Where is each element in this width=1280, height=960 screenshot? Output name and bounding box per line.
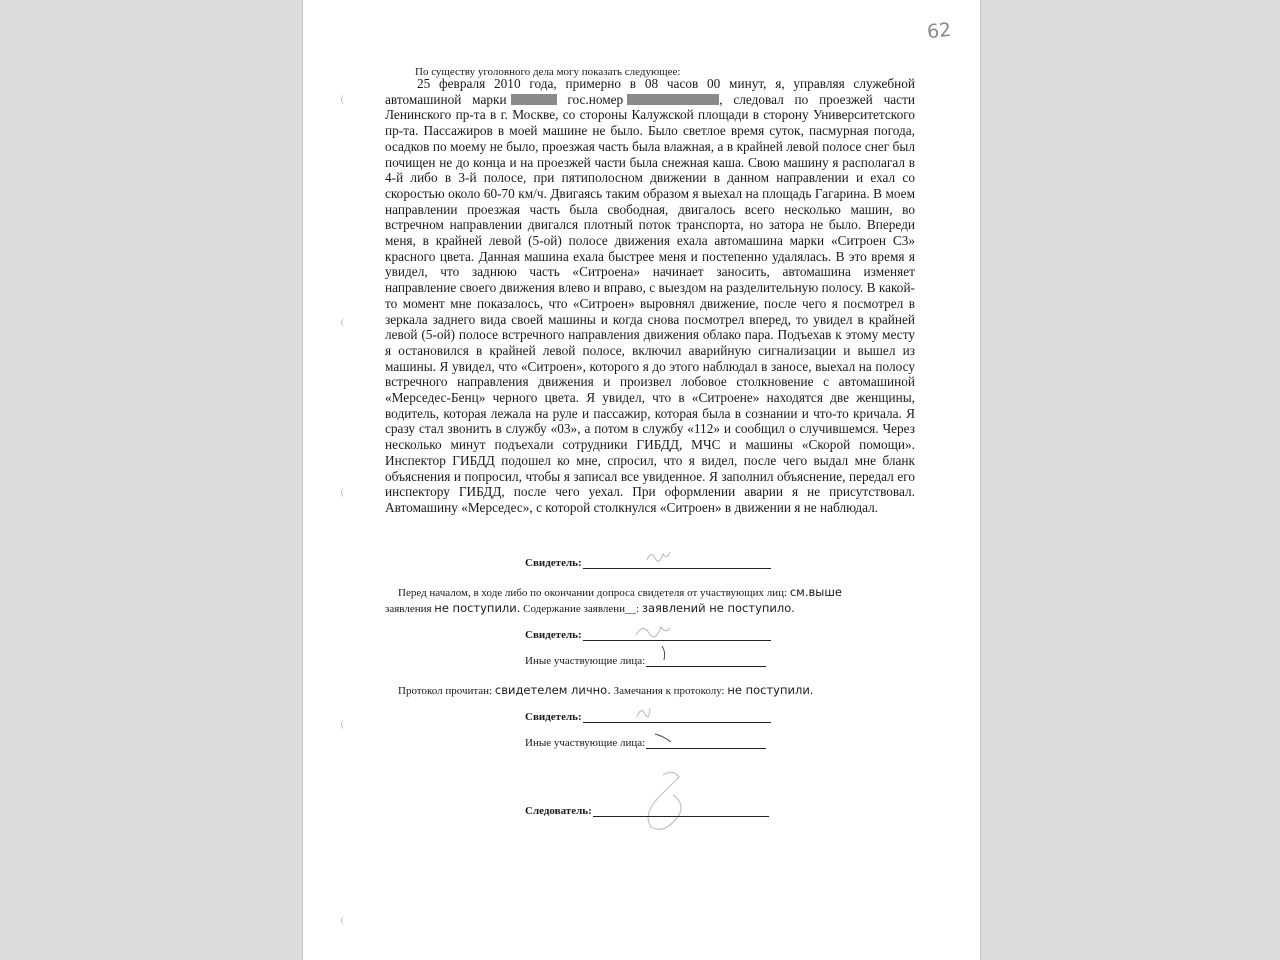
- statements-note-text: Перед началом, в ходе либо по окончании допроса свидетеля от участвующих лиц:: [398, 587, 788, 599]
- protocol-note: [398, 683, 813, 697]
- witness-signature-scribble-1: [643, 546, 673, 566]
- other-participants-line-2: [525, 736, 766, 749]
- punch-hole-mark: [341, 488, 349, 497]
- intro-line: По существу уголовного дела могу показать следующее:: [415, 66, 681, 78]
- protocol-read-label: Протокол прочитан:: [398, 685, 493, 697]
- other-participants-label: Иные участвующие лица:: [525, 655, 646, 667]
- punch-hole-mark: [341, 720, 349, 729]
- investigator-signature-line: [525, 804, 769, 817]
- statements-content-label: Содержание заявлени__:: [523, 603, 640, 615]
- statements-content-handwritten: заявлений не поступило.: [641, 601, 795, 615]
- statement-part-2: гос.номер: [567, 91, 624, 107]
- signature-underline: [583, 556, 771, 569]
- signature-underline: [583, 710, 771, 723]
- protocol-read-handwritten: свидетелем лично.: [494, 683, 611, 697]
- punch-hole-mark: [341, 318, 349, 327]
- witness-label: Свидетель:: [525, 629, 582, 641]
- document-page: [302, 0, 981, 960]
- punch-hole-mark: [341, 95, 349, 104]
- investigator-label: Следователь:: [525, 805, 592, 817]
- statements-label: заявления: [385, 603, 432, 615]
- witness-signature-scribble-2: [633, 620, 673, 640]
- statement-part-3: , следовал по проезжей части Ленинского пр-та в г. Москве, со стороны Калужской площади в сторону Университетского пр-та. Пассажиров в моей машине не было. Было светлое время суток, пасмурная погода, осадков по моему не было, проезжая часть была влажная, а в крайней левой полосе снег был почищен не до конца и на проезжей части была снежная каша. Свою машину я располагал в 4-й либо в 3-й полосе, при пятиполосном движении в данном направлении и ехал со скоростью около 60-70 км/ч. Двигаясь таким образом я выехал на площадь Гагарина. В моем направлении проезжая часть была свободная, двигалось всего несколько машин, во встречном направлении двигался плотный поток транспорта, но затора не было. Впереди меня, в крайней левой (5-ой) полосе движения ехала автомашина марки «Ситроен С3» красного цвета. Данная машина ехала быстрее меня и постепенно удалялась. В это время я увидел, что заднюю часть «Ситроена» начинает заносить, автомашина изменяет направление своего движения влево и вправо, с выездом на разделительную полосу. В какой-то момент мне показалось, что «Ситроен» выровнял движение, после чего я посмотрел в зеркала заднего вида своей машины и когда снова посмотрел вперед, то увидел в крайней левой (5-ой) полосе встречного направления движения облако пара. Подъехав к этому месту я остановился в крайней левой полосе, включил аварийную сигнализации и вышел из машины. Я увидел, что «Ситроен», которого я до этого наблюдал в заносе, выехал на полосу встречного направления движения и произвел лобовое столкновение с автомашиной «Мерседес-Бенц» черного цвета. Я увидел, что в «Ситроене» находятся две женщины, водитель, которая лежала на руле и пассажир, которая была в сознании и что-то кричала. Я сразу стал звонить в службу «03», а потом в службу «112» и сообщил о случившемся. Через несколько минут подъехали сотрудники ГИБДД, МЧС и машины «Скорой помощи». Инспектор ГИБДД подошел ко мне, спросил, что я видел, после чего выдал мне бланк объяснения и попросил, чтобы я записал все увиденное. Я заполнил объяснение, передал его инспектору ГИБДД, после чего уехал. При оформлении аварии я не присутствовал. Автомашину «Мерседес», с которой столкнулся «Ситроен» в движении я не наблюдал.: [385, 91, 915, 515]
- protocol-remarks-label: Замечания к протоколу:: [613, 685, 725, 697]
- statements-note-handwritten: см.выше: [789, 585, 842, 599]
- witness-signature-scribble-3: [633, 702, 653, 722]
- statements-handwritten: не поступили.: [434, 601, 521, 615]
- witness-label: Свидетель:: [525, 557, 582, 569]
- other-participants-label: Иные участвующие лица:: [525, 737, 646, 749]
- protocol-remarks-handwritten: не поступили.: [727, 683, 814, 697]
- signature-underline: [593, 804, 769, 817]
- witness-statement: [385, 76, 915, 516]
- dash-mark: [658, 642, 674, 664]
- statement-part-1: 25 февраля 2010 года, примерно в 08 часов 00 минут, я, управляя служебной автомашиной марки: [385, 76, 915, 107]
- statements-note-line-1: [398, 585, 842, 599]
- witness-label: Свидетель:: [525, 711, 582, 723]
- investigator-signature-scribble: [621, 765, 711, 840]
- punch-hole-mark: [341, 916, 349, 925]
- other-participants-line-1: [525, 654, 766, 667]
- redacted-car-brand: [511, 94, 557, 105]
- statements-note-line-2: [385, 601, 795, 615]
- redacted-plate-number: [627, 94, 719, 105]
- signature-underline: [583, 628, 771, 641]
- dash-mark: [653, 730, 673, 746]
- page-number: 62: [925, 18, 953, 44]
